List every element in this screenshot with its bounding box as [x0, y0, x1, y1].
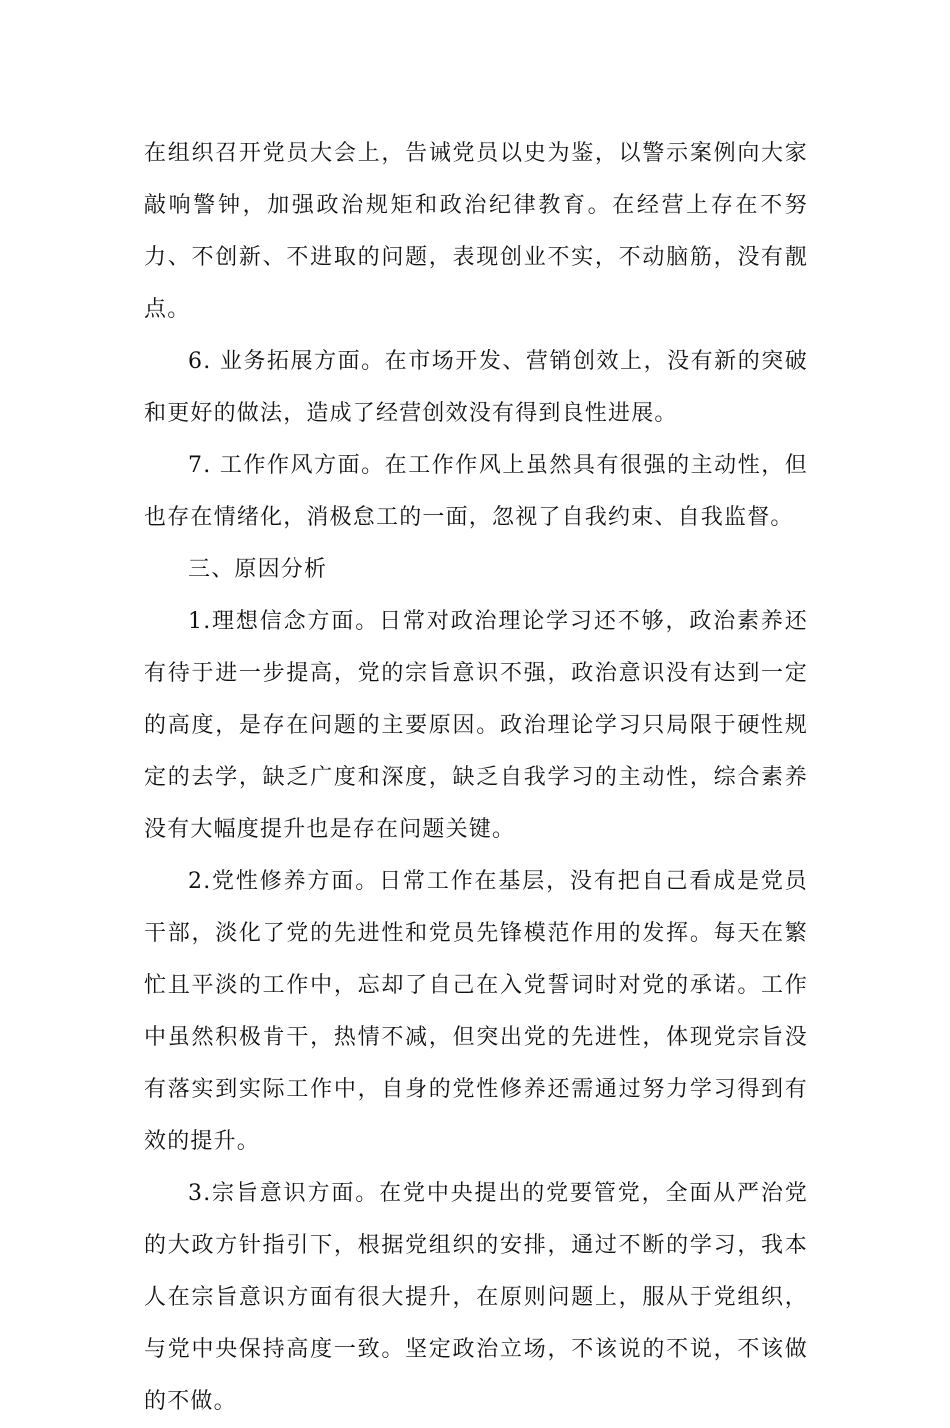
paragraph-continuation: 在组织召开党员大会上，告诫党员以史为鉴，以警示案例向大家敲响警钟，加强政治规矩和政治纪律教育。在经营上存在不努力、不创新、不进取的问题，表现创业不实，不动脑筋，没有靓点。 — [144, 141, 808, 322]
paragraph-ideals-beliefs: 1.理想信念方面。日常对政治理论学习还不够，政治素养还有待于进一步提高，党的宗旨意识不强，政治意识没有达到一定的高度，是存在问题的主要原因。政治理论学习只局限于硬性规定的去学，缺乏广度和深度，缺乏自我学习的主动性，综合素养没有大幅度提升也是存在问题关键。 — [144, 609, 808, 842]
paragraph-party-cultivation: 2.党性修养方面。日常工作在基层，没有把自己看成是党员干部，淡化了党的先进性和党员先锋模范作用的发挥。每天在繁忙且平淡的工作中，忘却了自己在入党誓词时对党的承诺。工作中虽然积极肯干，热情不减，但突出党的先进性，体现党宗旨没有落实到实际工作中，自身的党性修养还需通过努力学习得到有效的提升。 — [144, 869, 808, 1154]
section-heading-cause-analysis: 三、原因分析 — [188, 557, 328, 582]
paragraph-purpose-awareness: 3.宗旨意识方面。在党中央提出的党要管党，全面从严治党的大政方针指引下，根据党组织的安排，通过不断的学习，我本人在宗旨意识方面有很大提升，在原则问题上，服从于党组织，与党中央保持高度一致。坚定政治立场，不该说的不说，不该做的不做。 — [144, 1181, 808, 1414]
document-body — [144, 128, 808, 1428]
paragraph-business-expansion: 6. 业务拓展方面。在市场开发、营销创效上，没有新的突破和更好的做法，造成了经营创效没有得到良性进展。 — [144, 349, 808, 426]
paragraph-work-style: 7. 工作作风方面。在工作作风上虽然具有很强的主动性，但也存在情绪化，消极怠工的一面，忽视了自我约束、自我监督。 — [144, 453, 808, 530]
